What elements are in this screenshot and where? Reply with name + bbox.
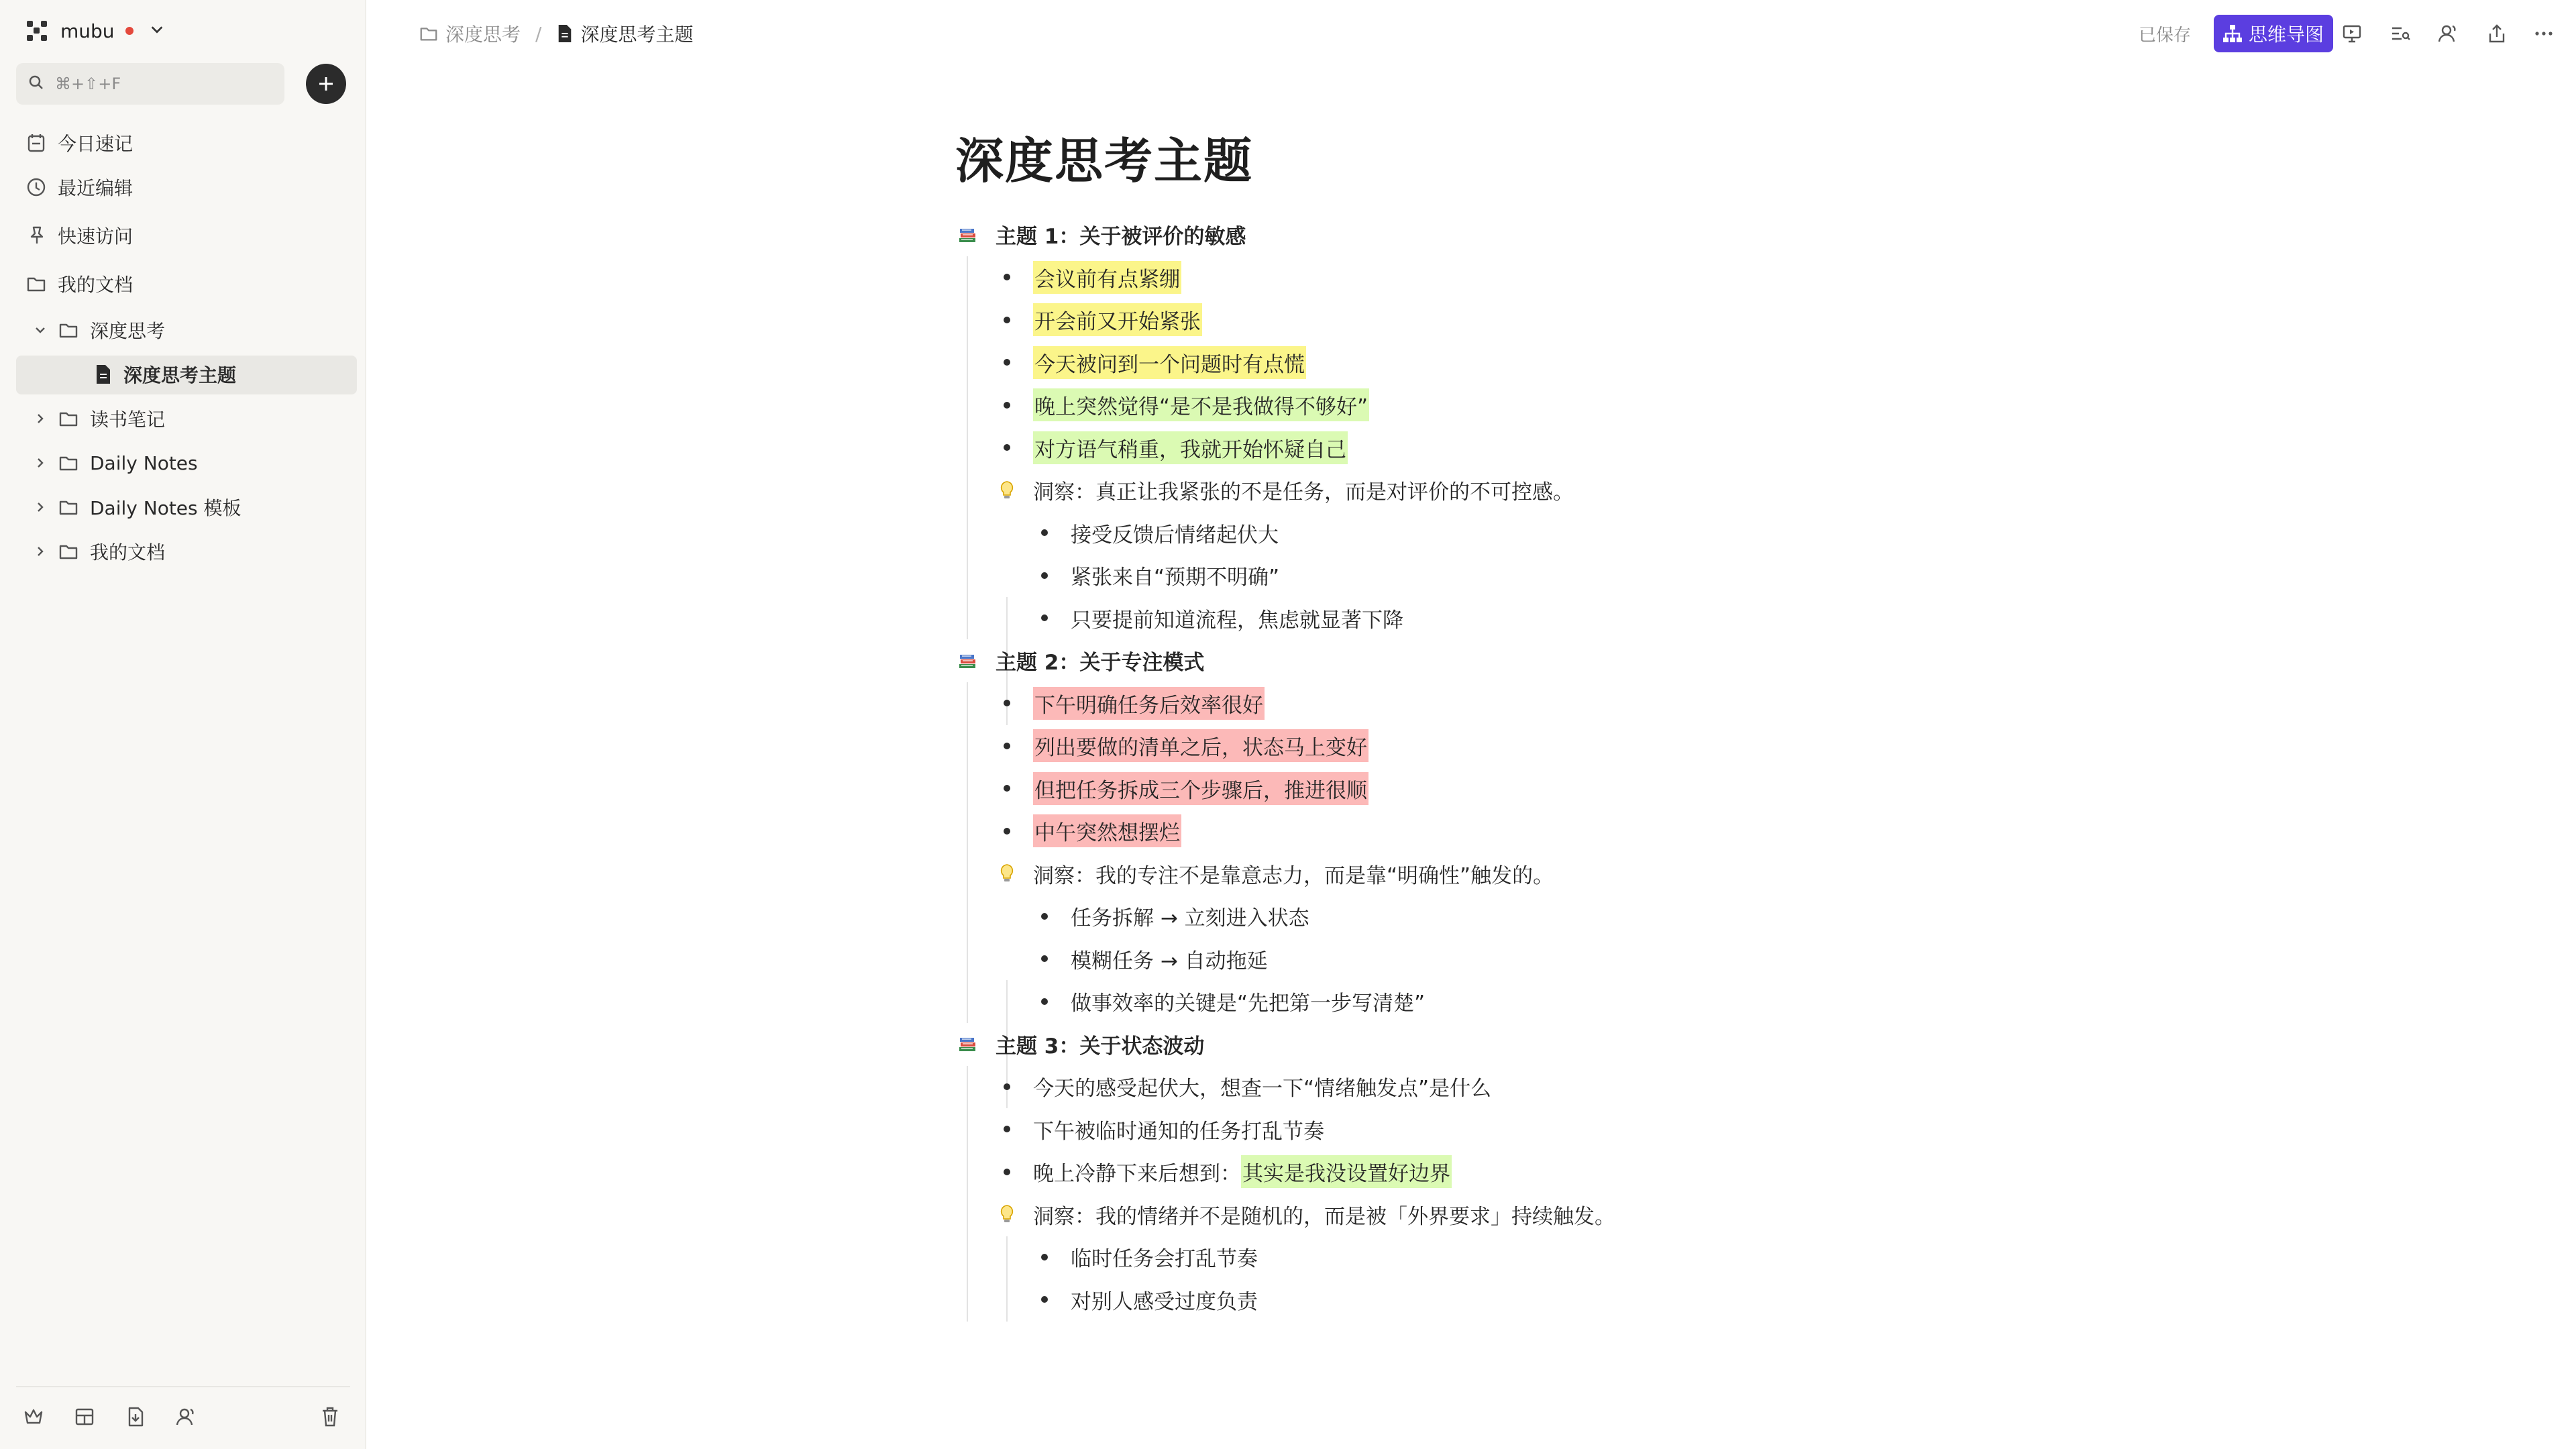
list-item[interactable]: [955, 810, 1760, 853]
lightbulb-icon: [998, 865, 1016, 882]
bullet-dot: [1004, 402, 1010, 409]
list-item[interactable]: [955, 938, 1760, 981]
bullet-dot: [1041, 614, 1048, 621]
crown-icon[interactable]: [20, 1403, 47, 1430]
tree-folder-label: 读书笔记: [90, 409, 166, 431]
topic-heading-text: 主题 1：关于被评价的敏感: [996, 225, 1246, 250]
chevron-right-icon[interactable]: [32, 500, 48, 514]
tree-folder-label: 深度思考: [90, 320, 166, 342]
list-item[interactable]: [955, 299, 1760, 341]
list-item-text: 今天被问到一个问题时有点慌: [1033, 346, 1306, 379]
books-icon: [955, 649, 979, 673]
user-icon[interactable]: [173, 1403, 200, 1430]
list-item-text: 只要提前知道流程，焦虑就显著下降: [1071, 608, 1403, 633]
mindmap-icon: [2222, 23, 2243, 44]
list-item[interactable]: [955, 1065, 1760, 1108]
list-item-text: 模糊任务 → 自动拖延: [1071, 949, 1268, 973]
list-item[interactable]: [955, 895, 1760, 938]
list-item-text: 任务拆解 → 立刻进入状态: [1071, 906, 1309, 931]
insight-item[interactable]: [955, 1193, 1760, 1236]
tree-folder-label: Daily Notes: [90, 451, 198, 474]
sidebar: [0, 0, 366, 1449]
bullet-dot: [1004, 785, 1010, 792]
list-item[interactable]: [955, 384, 1760, 427]
bullet-dot: [1004, 274, 1010, 280]
breadcrumb-separator: /: [535, 22, 542, 45]
add-button[interactable]: [306, 64, 346, 104]
topic-2: [955, 639, 1760, 1023]
breadcrumb-parent[interactable]: [419, 20, 521, 47]
mindmap-button[interactable]: [2214, 15, 2333, 52]
list-item-text: 对别人感受过度负责: [1071, 1289, 1258, 1314]
document-icon: [94, 364, 113, 385]
folder-icon: [58, 496, 79, 518]
chevron-right-icon[interactable]: [32, 545, 48, 558]
insight-item[interactable]: [955, 853, 1760, 896]
bullet-dot: [1004, 743, 1010, 749]
calendar-icon: [25, 132, 47, 154]
nav-today-label: 今日速记: [58, 133, 133, 155]
list-item[interactable]: [955, 682, 1760, 725]
list-item-text: 下午被临时通知的任务打乱节奏: [1033, 1119, 1324, 1144]
chevron-down-icon[interactable]: [32, 323, 48, 337]
bullet-dot: [1041, 998, 1048, 1005]
list-item-text: 下午明确任务后效率很好: [1033, 687, 1265, 720]
topic-heading[interactable]: [955, 213, 1760, 256]
tree-folder-reading-notes[interactable]: [32, 400, 165, 437]
search-icon: [28, 74, 44, 93]
list-item-text: 晚上冷静下来后想到：: [1033, 1162, 1241, 1187]
topic-3: [955, 1023, 1760, 1322]
list-item[interactable]: [955, 341, 1760, 384]
document-editor[interactable]: [955, 127, 1760, 1321]
workspace-name: mubu: [60, 19, 115, 42]
list-item[interactable]: [955, 724, 1760, 767]
clock-icon: [25, 176, 47, 198]
document-icon: [556, 23, 574, 44]
bullet-dot: [1041, 1254, 1048, 1260]
search-input[interactable]: [55, 74, 270, 93]
search-box[interactable]: [16, 63, 284, 105]
tree-doc-label: 深度思考主题: [123, 364, 237, 386]
folder-icon: [25, 273, 47, 294]
list-item-text: 会议前有点紧绷: [1033, 261, 1181, 294]
mindmap-label: 思维导图: [2249, 23, 2324, 46]
tree-folder-label: 我的文档: [90, 541, 166, 564]
bullet-dot: [1041, 1296, 1048, 1303]
sidebar-divider: [16, 1386, 350, 1387]
list-item-text: 做事效率的关键是“先把第一步写清楚”: [1071, 991, 1426, 1016]
mubu-logo-icon: [27, 21, 47, 41]
bullet-dot: [1004, 828, 1010, 835]
bullet-dot: [1004, 1083, 1010, 1090]
import-icon[interactable]: [122, 1403, 149, 1430]
tree-folder-daily-notes[interactable]: [32, 444, 198, 482]
share-icon[interactable]: [2483, 20, 2510, 47]
page-title[interactable]: 深度思考主题: [955, 133, 1254, 189]
tree-doc-deep-thinking-topics[interactable]: [94, 356, 236, 393]
list-item-highlight: 其实是我没设置好边界: [1241, 1155, 1452, 1188]
bullet-dot: [1041, 913, 1048, 920]
folder-icon: [58, 452, 79, 474]
list-item[interactable]: [955, 1108, 1760, 1151]
chevron-down-icon: [150, 22, 164, 40]
list-item[interactable]: [955, 512, 1760, 555]
tree-folder-deep-thinking[interactable]: [32, 311, 165, 349]
topic-heading[interactable]: [955, 1023, 1760, 1066]
folder-icon: [58, 541, 79, 562]
insight-text: 洞察：真正让我紧张的不是任务，而是对评价的不可控感。: [1033, 480, 1574, 505]
sidebar-bottom-toolbar: [20, 1403, 224, 1430]
presentation-icon[interactable]: [2339, 20, 2365, 47]
nav-mydocs-label: 我的文档: [58, 274, 133, 296]
list-item[interactable]: [955, 427, 1760, 470]
folder-icon: [58, 319, 79, 341]
list-item[interactable]: [955, 256, 1760, 299]
template-icon[interactable]: [71, 1403, 98, 1430]
folder-icon: [58, 408, 79, 429]
tree-folder-daily-notes-template[interactable]: [32, 488, 241, 526]
bullet-dot: [1004, 444, 1010, 451]
nav-quick-label: 快速访问: [58, 225, 133, 248]
folder-icon: [419, 23, 439, 44]
list-item-text: 开会前又开始紧张: [1033, 303, 1202, 336]
books-icon: [955, 1032, 979, 1056]
list-item[interactable]: [955, 1236, 1760, 1279]
topic-heading[interactable]: [955, 639, 1760, 682]
list-item-text: 今天的感受起伏大，想查一下“情绪触发点”是什么: [1033, 1077, 1492, 1102]
list-item-text: 列出要做的清单之后，状态马上变好: [1033, 729, 1368, 762]
outline-icon[interactable]: [2387, 20, 2414, 47]
bullet-dot: [1004, 1169, 1010, 1175]
chevron-right-icon[interactable]: [32, 412, 48, 425]
tree-folder-label: Daily Notes 模板: [90, 497, 241, 519]
topic-1: [955, 213, 1760, 639]
chevron-right-icon[interactable]: [32, 456, 48, 470]
list-item-text: 临时任务会打乱节奏: [1071, 1247, 1258, 1272]
topic-heading-text: 主题 2：关于专注模式: [996, 651, 1205, 676]
more-icon[interactable]: [2530, 20, 2557, 47]
list-item-text: 晚上突然觉得“是不是我做得不够好”: [1033, 388, 1369, 421]
trash-icon[interactable]: [317, 1403, 343, 1430]
list-item-text: 接受反馈后情绪起伏大: [1071, 523, 1279, 547]
insight-text: 洞察：我的专注不是靠意志力，而是靠“明确性”触发的。: [1033, 863, 1554, 888]
bullet-dot: [1041, 572, 1048, 579]
save-status: 已保存: [2139, 25, 2192, 46]
breadcrumb-current-label: 深度思考主题: [580, 23, 694, 46]
bullet-dot: [1041, 529, 1048, 536]
bullet-dot: [1004, 1126, 1010, 1132]
nav-my-documents[interactable]: [25, 267, 133, 301]
tree-folder-my-documents[interactable]: [32, 533, 165, 570]
lightbulb-icon: [998, 1205, 1016, 1223]
list-item[interactable]: [955, 767, 1760, 810]
list-item-text: 但把任务拆成三个步骤后，推进很顺: [1033, 772, 1368, 805]
notification-dot: [125, 27, 133, 35]
bullet-dot: [1041, 955, 1048, 962]
nav-recent[interactable]: [25, 170, 133, 204]
insight-item[interactable]: [955, 469, 1760, 512]
workspace-switcher[interactable]: [27, 16, 164, 46]
list-item[interactable]: [955, 597, 1760, 640]
nav-recent-label: 最近编辑: [58, 177, 133, 199]
bullet-dot: [1004, 317, 1010, 323]
bullet-dot: [1004, 359, 1010, 366]
list-item-text: 中午突然想摆烂: [1033, 814, 1181, 847]
plus-icon: [317, 75, 335, 93]
breadcrumb: [419, 19, 693, 48]
nav-quick-access[interactable]: [25, 219, 133, 252]
list-item-text: 紧张来自“预期不明确”: [1071, 566, 1280, 590]
bullet-dot: [1004, 700, 1010, 706]
topic-heading-text: 主题 3：关于状态波动: [996, 1034, 1205, 1059]
list-item[interactable]: [955, 1150, 1760, 1193]
collaborate-icon[interactable]: [2435, 20, 2462, 47]
insight-text: 洞察：我的情绪并不是随机的，而是被「外界要求」持续触发。: [1033, 1204, 1615, 1229]
list-item-text: 对方语气稍重，我就开始怀疑自己: [1033, 431, 1348, 464]
lightbulb-icon: [998, 482, 1016, 499]
breadcrumb-parent-label: 深度思考: [445, 23, 521, 46]
pin-icon: [25, 225, 47, 246]
top-bar: [368, 0, 2576, 67]
list-item[interactable]: [955, 1279, 1760, 1322]
nav-today[interactable]: [25, 126, 133, 160]
books-icon: [955, 223, 979, 247]
list-item[interactable]: [955, 554, 1760, 597]
breadcrumb-current[interactable]: [556, 20, 693, 47]
list-item[interactable]: [955, 980, 1760, 1023]
